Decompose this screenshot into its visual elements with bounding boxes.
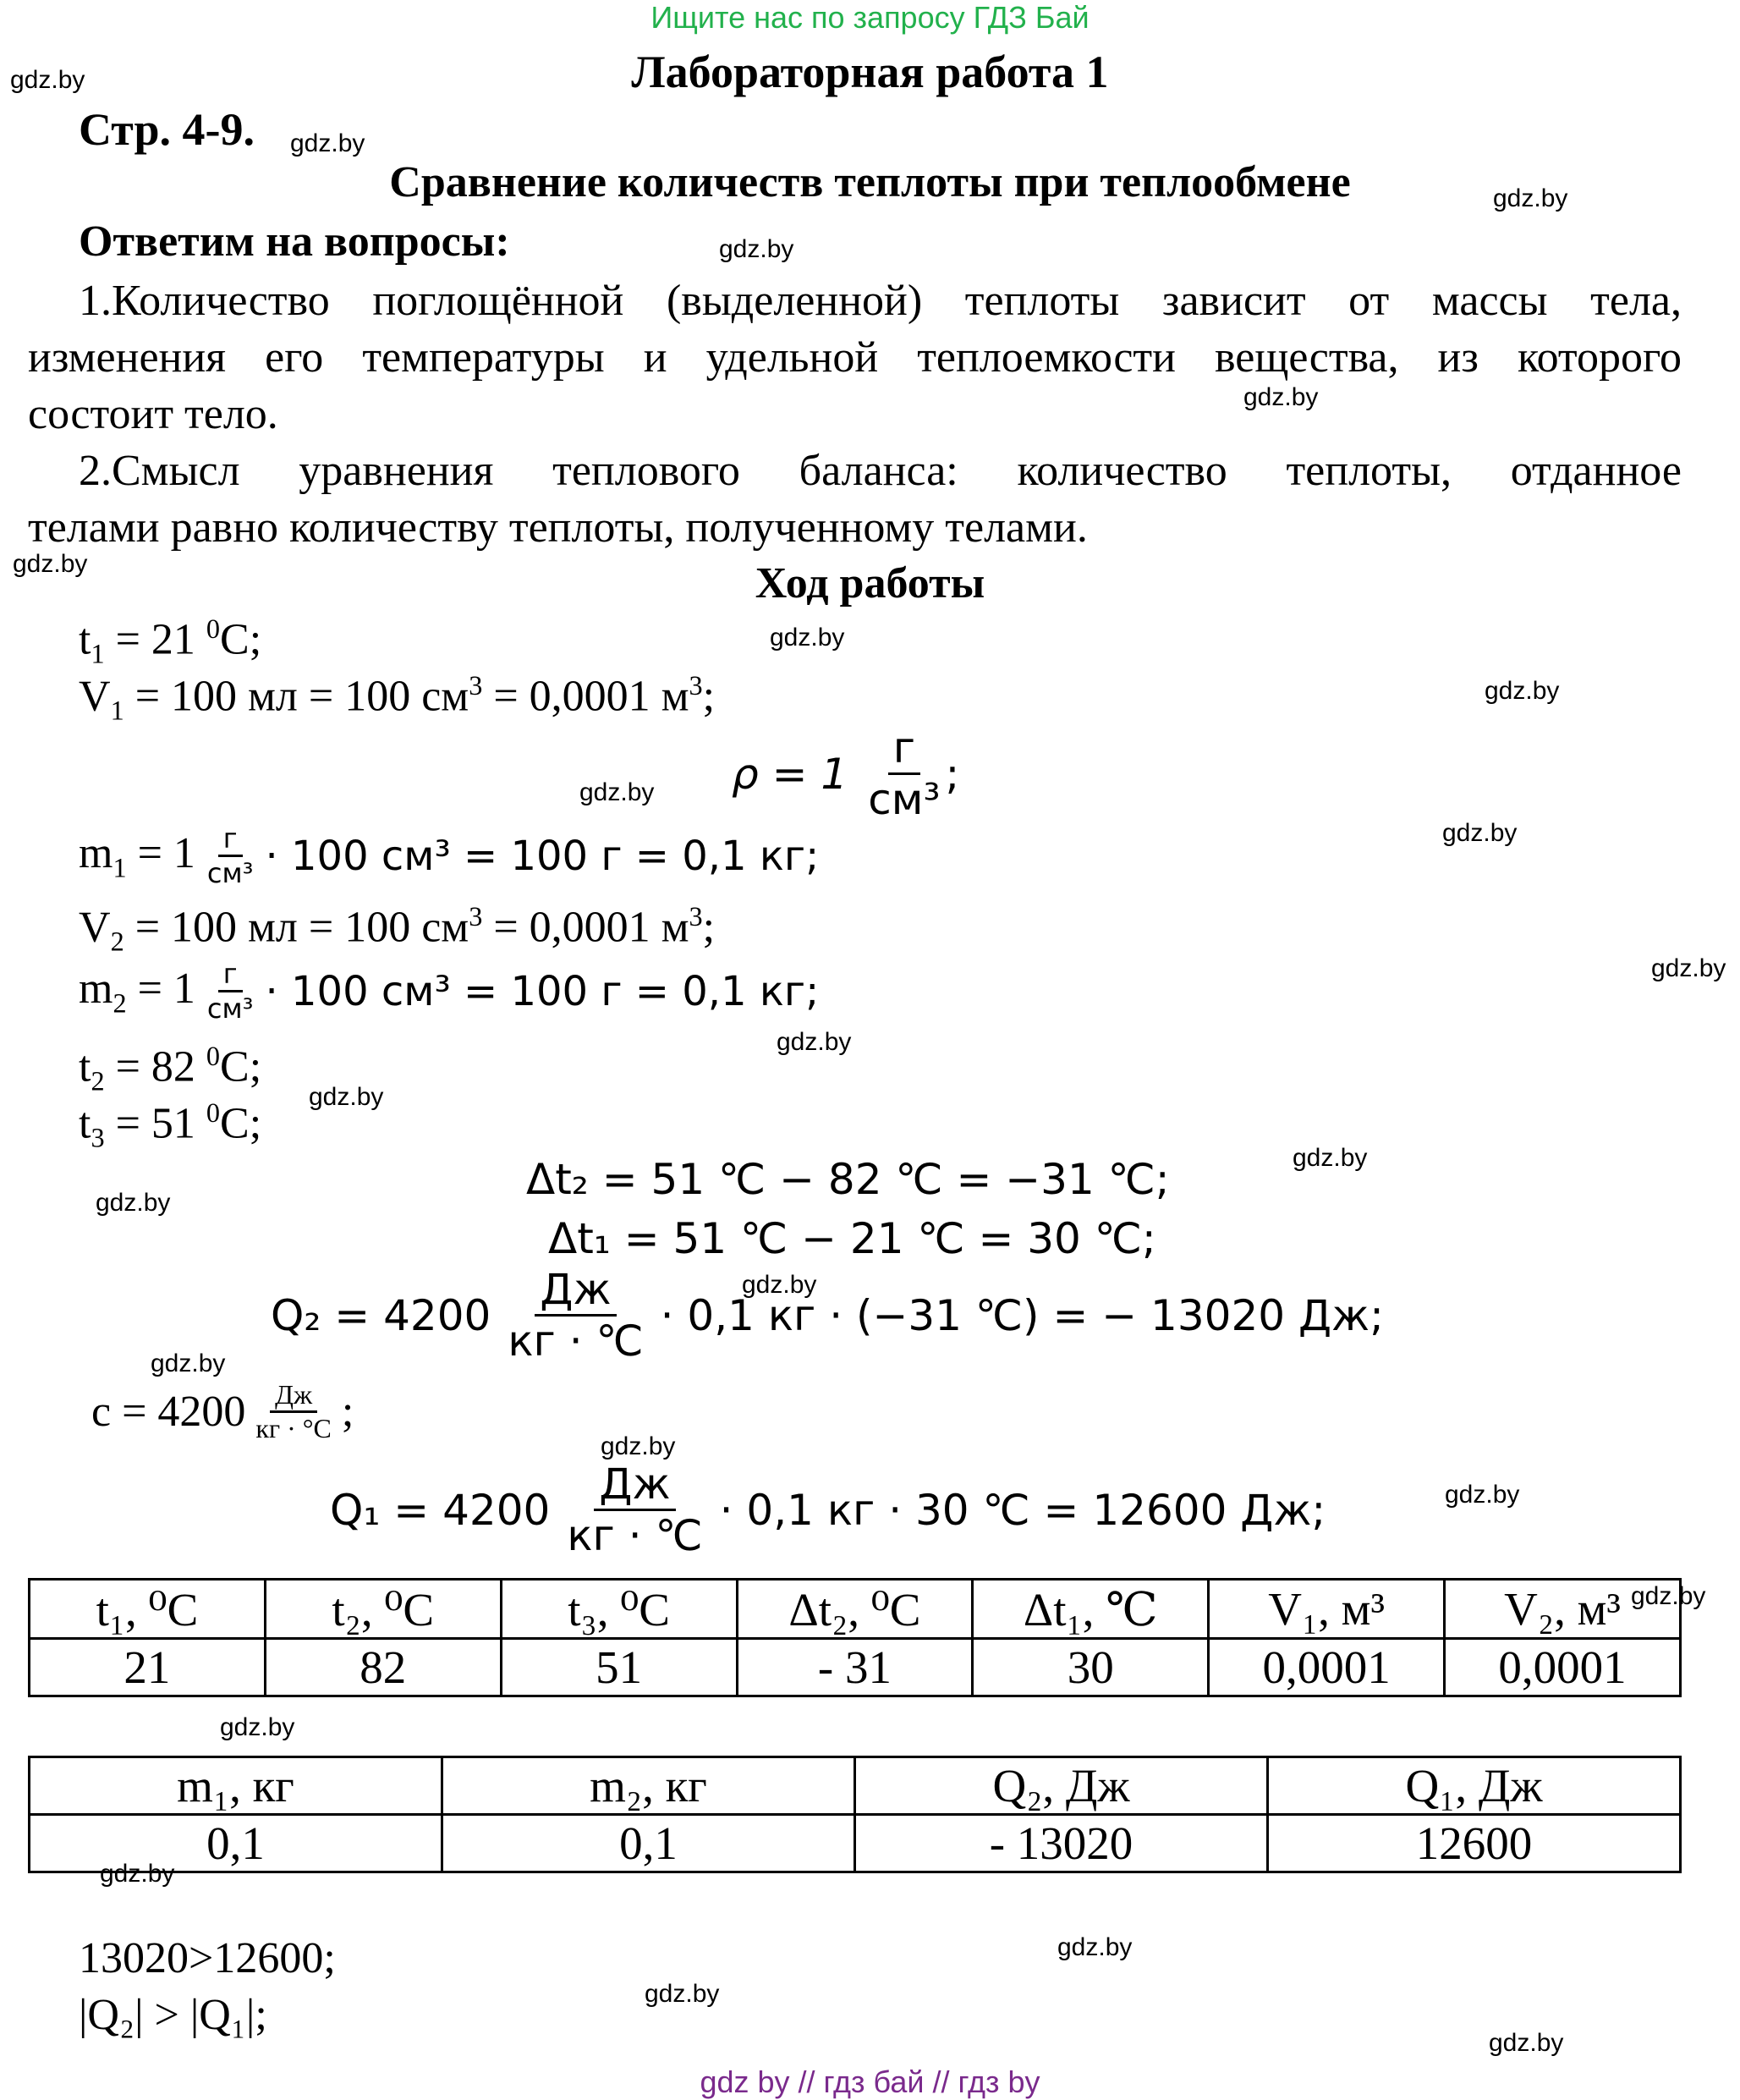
answer2-line2: телами равно количеству теплоты, полученному телами. [28, 503, 1088, 552]
watermark: gdz.by [10, 66, 85, 94]
table-header-cell: Δt₁, ℃ [973, 1580, 1209, 1639]
table-cell: 0,0001 [1445, 1639, 1681, 1696]
watermark: gdz.by [1442, 819, 1518, 847]
conclusion-line-1: 13020>12600; [79, 1934, 336, 1982]
watermark: gdz.by [742, 1271, 817, 1299]
watermark: gdz.by [1293, 1144, 1368, 1172]
table-header-cell: Q₂, Дж [855, 1757, 1268, 1815]
table-cell: - 13020 [855, 1815, 1268, 1872]
watermark: gdz.by [770, 624, 845, 651]
watermark: gdz.by [579, 778, 655, 806]
table-header-cell: t₂, ⁰С [265, 1580, 501, 1639]
q2-line: Q₂ = 4200 $\frac{Дж}{кг \cdot ℃}$ · 0,1 кг · (−31 ℃) = − 13020 Дж; [271, 1265, 1384, 1366]
delta-t1-line: Δt₁ = 51 ℃ − 21 ℃ = 30 ℃; [548, 1214, 1156, 1263]
delta-t2-line: Δt₂ = 51 ℃ − 82 ℃ = −31 ℃; [526, 1155, 1170, 1204]
answer1-line3: состоит тело. [28, 390, 278, 438]
q1-line: Q₁ = 4200 $\frac{Дж}{кг \cdot ℃}$ · 0,1 кг · 30 ℃ = 12600 Дж; [330, 1460, 1326, 1560]
watermark: gdz.by [1445, 1481, 1520, 1509]
watermark: gdz.by [1651, 954, 1726, 982]
table-cell: 51 [501, 1639, 737, 1696]
c-line: c = 4200 $\frac{Дж}{кг \cdot ^\circ С}$ ; [91, 1379, 354, 1443]
table-cell: 21 [30, 1639, 266, 1696]
table-cell: 0,0001 [1209, 1639, 1445, 1696]
table-cell: 0,1 [30, 1815, 442, 1872]
answer2-line1: 2.Смысл уравнения теплового баланса: количество теплоты, отданное [79, 447, 1682, 495]
table-cell: 30 [973, 1639, 1209, 1696]
table-cell: 82 [265, 1639, 501, 1696]
table-cell: 12600 [1268, 1815, 1681, 1872]
table-header-cell: m₁, кг [30, 1757, 442, 1815]
t1-line: $t_1 = 21$ $^0$C; [79, 613, 262, 669]
watermark: gdz.by [601, 1432, 676, 1460]
m2-line: $m_2 = 1$ $\frac{г}{\text{см³}}$ · 100 см³ = 100 г = 0,1 кг; [79, 958, 820, 1025]
results-table-1 [28, 1578, 1682, 1697]
watermark: gdz.by [645, 1980, 720, 2008]
watermark: gdz.by [96, 1189, 171, 1217]
conclusion-line-2: |Q₂| > |Q₁|; [79, 1991, 267, 2039]
watermark: gdz.by [220, 1713, 295, 1741]
top-banner[interactable]: Ищите нас по запросу ГДЗ Бай [650, 0, 1090, 35]
watermark: gdz.by [309, 1083, 384, 1111]
answer1-line1: 1.Количество поглощённой (выделенной) теплоты зависит от массы тела, [79, 277, 1682, 325]
page-title: Лабораторная работа 1 [631, 47, 1109, 97]
t2-line: $t_2 = 82$ $^0$C; [79, 1041, 262, 1097]
watermark: gdz.by [719, 235, 794, 263]
table-cell: 0,1 [442, 1815, 855, 1872]
table-header-cell: m₂, кг [442, 1757, 855, 1815]
watermark: gdz.by [1489, 2029, 1564, 2057]
watermark: gdz.by [13, 550, 88, 578]
table-header-cell: V₁, м³ [1209, 1580, 1445, 1639]
watermark: gdz.by [100, 1860, 175, 1888]
watermark: gdz.by [1057, 1933, 1133, 1961]
watermark: gdz.by [151, 1350, 226, 1377]
results-table-2 [28, 1756, 1682, 1873]
subtitle: Сравнение количеств теплоты при теплообмене [389, 158, 1351, 206]
table-header-cell: t₁, ⁰С [30, 1580, 266, 1639]
t3-line: $t_3 = 51$ $^0$C; [79, 1097, 262, 1153]
rho-line: ρ = 1 $\frac{г}{\text{см³}}$ ; [732, 723, 960, 824]
answers-heading: Ответим на вопросы: [79, 217, 510, 266]
v1-line: $V_1 = 100$ мл = 100 $см^3 = 0,0001$ $м^3$; [79, 670, 716, 726]
answer1-line2: изменения его температуры и удельной теплоемкости вещества, из которого [28, 333, 1682, 382]
footer-links[interactable]: gdz by // гдз бай // гдз by [700, 2064, 1040, 2099]
work-heading: Ход работы [755, 559, 985, 607]
watermark: gdz.by [290, 129, 365, 157]
table-header-cell: V₂, м³ [1445, 1580, 1681, 1639]
page-reference: Стр. 4-9. [79, 104, 255, 155]
watermark: gdz.by [777, 1028, 852, 1056]
watermark: gdz.by [1243, 383, 1319, 411]
watermark: gdz.by [1631, 1582, 1706, 1610]
watermark: gdz.by [1485, 677, 1560, 705]
table-header-cell: Δt₂, ⁰С [737, 1580, 973, 1639]
table-header-cell: t₃, ⁰С [501, 1580, 737, 1639]
watermark: gdz.by [1493, 184, 1568, 212]
m1-line: $m_1 = 1$ $\frac{г}{\text{см³}}$ · 100 см³ = 100 г = 0,1 кг; [79, 822, 820, 889]
table-header-cell: Q₁, Дж [1268, 1757, 1681, 1815]
table-cell: - 31 [737, 1639, 973, 1696]
v2-line: $V_2 = 100$ мл = 100 $см^3 = 0,0001$ $м^3$; [79, 901, 716, 957]
